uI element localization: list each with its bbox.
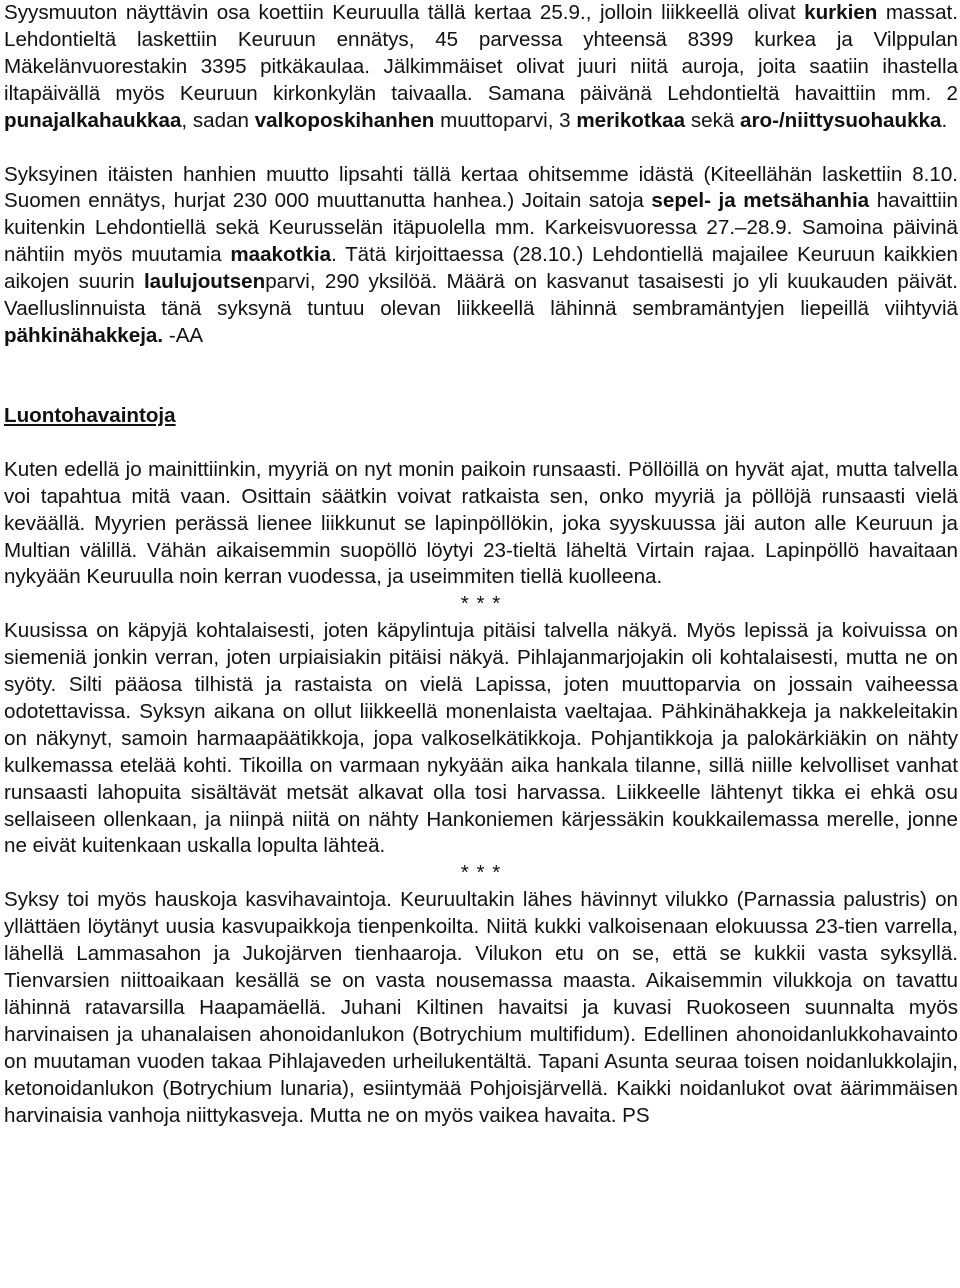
text-run: Syksy toi myös hauskoja kasvihavaintoja. Keuruultakin lähes hävinnyt vilukko (Parnassia palustris) on yllättäen löytänyt uusia kasvupaikkoja tienpenkoilta. Niitä kukki valkoisenaan elokuussa 23-tien varrella, lähellä Lammasahon ja Jukojärven tienhaaroja. Vilukon etu on se, että se kukkii vasta syksyllä. Tienvarsien niittoaikaan kesällä se on vasta nousemassa maasta. Aikaisemmin vilukkoja on tavattu lähinnä ratavarsilla Haapamäellä. Juhani Kiltinen havaitsi ja kuvasi Ruokoseen suunnalta myös harvinaisen ja uhanalaisen ahonoidanlukon (Botrychium multifidum). Edellinen ahonoidanlukkohavainto on muutaman vuoden takaa Pihlajaveden urheilukentältä. Tapani Asunta seuraa toisen noidanlukkolajin, ketonoidanlukon (Botrychium lunaria), esiintymää Pohjoisjärvellä. Kaikki noidanlukot ovat äärimmäisen harvinaisia vanhoja niittykasveja. Mutta ne on myös vaikea havaita. PS [4,888,958,1127]
bold-term: laulujoutsen [143,270,266,294]
bold-term: sepel- ja metsähanhia [651,189,870,213]
text-run: -AA [163,323,204,347]
paragraph-cones-birds [4,618,958,860]
section-heading: Luontohavaintoja [4,403,176,427]
bold-term: kurkien [804,1,878,24]
text-run: sekä [685,108,741,132]
text-run: . [941,108,948,132]
text-run: Syysmuuton näyttävin osa koettiin Keuruulla tällä kertaa 25.9., jolloin liikkeellä olivat [4,1,805,24]
section-separator: * * * [460,861,502,885]
text-run: Kuten edellä jo mainittiinkin, myyriä on nyt monin paikoin runsaasti. Pöllöillä on hyvät ajat, mutta talvella voi tapahtua mitä vaan. Osittain säätkin voivat ratkaista sen, onko myyriä ja pöllöjä runsaasti vielä keväällä. Myyrien perässä lienee liikkunut se lapinpöllökin, joka syyskuussa jäi auton alle Keuruun ja Multian välillä. Vähän aikaisemmin suopöllö löytyi 23-tieltä läheltä Virtain rajaa. Lapinpöllö havaitaan nykyään Keuruulla noin kerran vuodessa, ja useimmiten tiellä kuolleena. [4,457,958,589]
text-run: , sadan [181,108,255,132]
bold-term: aro-/niittysuohaukka [740,108,942,132]
bold-term: merikotkaa [576,108,686,132]
bold-term: pähkinähakkeja. [4,323,164,347]
text-run: parvi, 290 yksilöä. Määrä on kasvanut tasaisesti jo yli kuukauden päivät. Vaelluslinnuista tänä syksynä tuntuu olevan liikkeellä lähinnä sembramäntyjen liepeillä viihtyviä [4,270,958,321]
text-run: Kuusissa on käpyjä kohtalaisesti, joten käpylintuja pitäisi talvella näkyä. Myös lepissä ja koivuissa on siemeniä jonkin verran, joten urpiaisiakin pitäisi näkyä. Pihlajanmarjojakin oli kohtalaisesti, mutta ne on syöty. Silti pääosa tilhistä ja rastaista on vielä Lapissa, joten muuttoparvia on jossain vaiheessa odotettavissa. Syksyn aikana on ollut liikkeellä monenlaista vaeltajaa. Pähkinähakkeja ja nakkeleitakin on näkynyt, samoin harmaapäätikkoja, jopa valkoselkätikkoja. Pohjantikkoja ja palokärkiäkin on nähty kulkemassa etelää kohti. Tikoilla on varmaan nykyään aika hankala tilanne, sillä niille kelvolliset vanhat runsaasti lahopuita sisältävät metsät alkavat olla tosi harvassa. Liikkeelle lähtenyt tikka ei ehkä osu sellaiseen ollenkaan, ja niinpä niitä on nähty Hankoniemen kärjessäkin koukkailemassa merelle, jonne ne eivät kuitenkaan uskalla lopulta lähteä. [4,619,958,858]
text-run: . Tätä kirjoittaessa (28.10.) Lehdontiellä majailee Keuruun kaikkien aikojen suurin [4,243,958,294]
paragraph-voles-owls [4,457,958,592]
bold-term: punajalkahaukkaa [4,108,182,132]
text-run: Syksyinen itäisten hanhien muutto lipsahti tällä kertaa ohitsemme idästä (Kiteellähän laskettiin 8.10. Suomen ennätys, hurjat 230 000 muuttanutta hanhea.) Joitain satoja [4,162,958,213]
section-spacer [4,350,958,403]
text-run: havaittiin kuitenkin Lehdontiellä sekä Keurusselän itäpuolella mm. Karkeisvuoressa 27.–28.9. Samoina päivinä nähtiin myös muutamia [4,189,958,267]
heading-spacer [4,430,958,457]
paragraph-plants [4,887,958,1129]
text-run: massat. Lehdontieltä laskettiin Keuruun ennätys, 45 parvessa yhteensä 8399 kurkea ja Vilppulan Mäkelänvuorestakin 3395 pitkäkaulaa. Jälkimmäiset olivat juuri niitä auroja, joita saatiin ihastella iltapäivällä myös Keuruun kirkonkylän taivaalla. Samana päivänä Lehdontieltä havaittiin mm. 2 [4,1,958,105]
text-run: muuttoparvi, 3 [434,108,577,132]
bold-term: maakotkia [230,243,332,267]
section-separator: * * * [460,592,502,616]
paragraph-spacer [4,135,958,162]
paragraph-migration [4,0,958,135]
paragraph-geese [4,162,958,350]
bold-term: valkoposkihanhen [254,108,435,132]
